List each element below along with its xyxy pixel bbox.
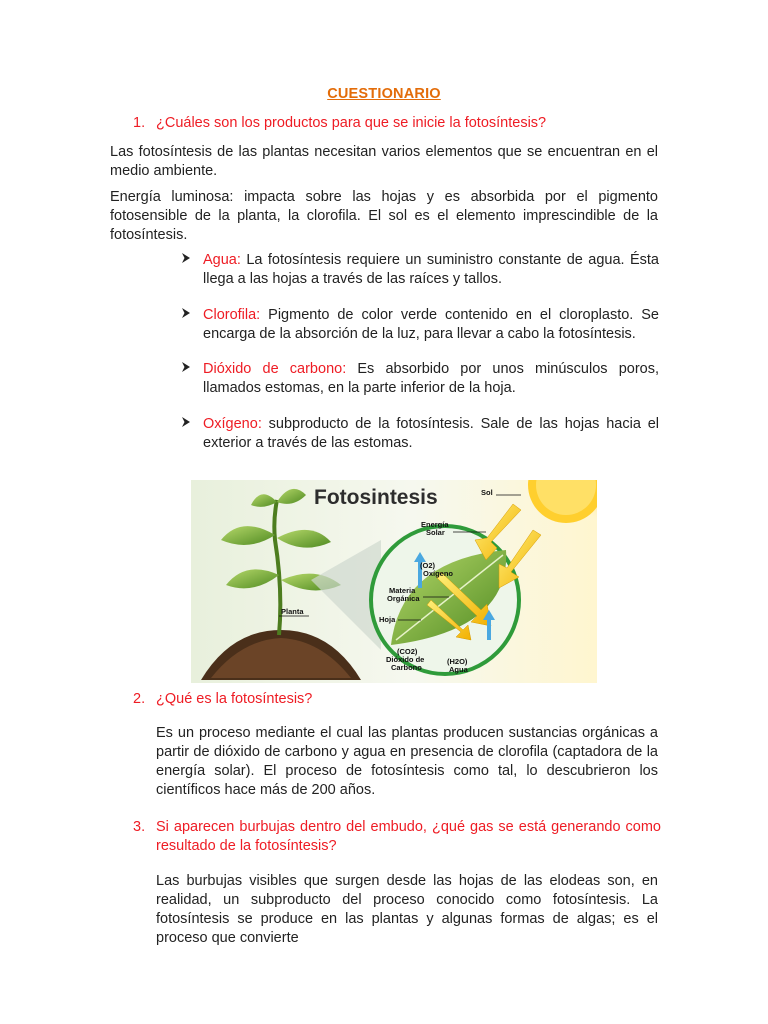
label-planta: Planta xyxy=(281,607,304,616)
question-text: ¿Qué es la fotosíntesis? xyxy=(156,691,313,707)
question-3 xyxy=(133,818,663,858)
paragraph-2: Energía luminosa: impacta sobre las hojas y es absorbida por el pigmento fotosensible de la planta, la clorofila. El sol es el elemento imprescindible de la fotosíntesis. xyxy=(110,189,658,243)
paragraph-3: Es un proceso mediante el cual las plantas producen sustancias orgánicas a partir de dióxido de carbono y agua en presencia de clorofila (captadora de la energía solar). El proceso de fotosíntesis como tal, lo descubrieron los científicos hace más de 200 años. xyxy=(156,725,658,798)
label-sol: Sol xyxy=(481,488,493,497)
label-hoja: Hoja xyxy=(379,615,396,624)
label-energia-1: Energía xyxy=(421,520,449,529)
question-text: Si aparecen burbujas dentro del embudo, ¿qué gas se está generando como resultado de la fotosíntesis? xyxy=(156,819,661,854)
question-number: 1. xyxy=(133,115,146,131)
label-energia-2: Solar xyxy=(426,528,445,537)
arrow-bullet-icon xyxy=(180,416,192,428)
bullet-term: Agua: xyxy=(203,252,241,268)
label-o2-a: (O2) xyxy=(420,561,435,570)
bullet-body: subproducto de la fotosíntesis. Sale de las hojas hacia el exterior a través de las estomas. xyxy=(203,416,659,451)
bullet-text xyxy=(203,415,659,453)
question-2 xyxy=(133,690,663,710)
label-h2o-b: Agua xyxy=(449,665,468,674)
bullet-body: La fotosíntesis requiere un suministro constante de agua. Ésta llega a las hojas a través de las raíces y tallos. xyxy=(203,252,659,287)
bullet-body: Es absorbido por unos minúsculos poros, llamados estomas, en la parte inferior de la hoja. xyxy=(203,361,659,396)
bullet-text xyxy=(203,306,659,344)
label-co2-c: Carbono xyxy=(391,663,422,672)
document-title: CUESTIONARIO xyxy=(327,86,441,102)
question-number: 2. xyxy=(133,691,146,707)
label-o2-b: Oxígeno xyxy=(423,569,454,578)
bullet-body: Pigmento de color verde contenido en el cloroplasto. Se encarga de la absorción de la luz, para llevar a cabo la fotosíntesis. xyxy=(203,307,659,342)
bullet-term: Dióxido de carbono: xyxy=(203,361,347,377)
arrow-bullet-icon xyxy=(180,361,192,373)
arrow-bullet-icon xyxy=(180,252,192,264)
paragraph-1: Las fotosíntesis de las plantas necesitan varios elementos que se encuentran en el medio ambiente. xyxy=(110,144,658,179)
label-co2-a: (CO2) xyxy=(397,647,418,656)
bullet-term: Clorofila: xyxy=(203,307,261,323)
question-number: 3. xyxy=(133,819,146,835)
photosynthesis-illustration xyxy=(191,480,597,683)
question-1 xyxy=(133,114,663,134)
question-text: ¿Cuáles son los productos para que se inicie la fotosíntesis? xyxy=(156,115,547,131)
bullet-term: Oxígeno: xyxy=(203,416,262,432)
arrow-bullet-icon xyxy=(180,307,192,319)
paragraph-4: Las burbujas visibles que surgen desde las hojas de las elodeas son, en realidad, un subproducto del proceso conocido como fotosíntesis. La fotosíntesis se produce en las plantas y algunas formas de algas; es el proceso que convierte xyxy=(156,873,658,946)
label-h2o-a: (H2O) xyxy=(447,657,468,666)
bullet-text xyxy=(203,251,659,289)
photosynthesis-figure xyxy=(191,480,597,683)
label-materia-1: Materia xyxy=(389,586,416,595)
bullet-text xyxy=(203,360,659,398)
figure-title: Fotosintesis xyxy=(314,486,438,509)
label-co2-b: Dióxido de xyxy=(386,655,425,664)
label-materia-2: Orgánica xyxy=(387,594,420,603)
